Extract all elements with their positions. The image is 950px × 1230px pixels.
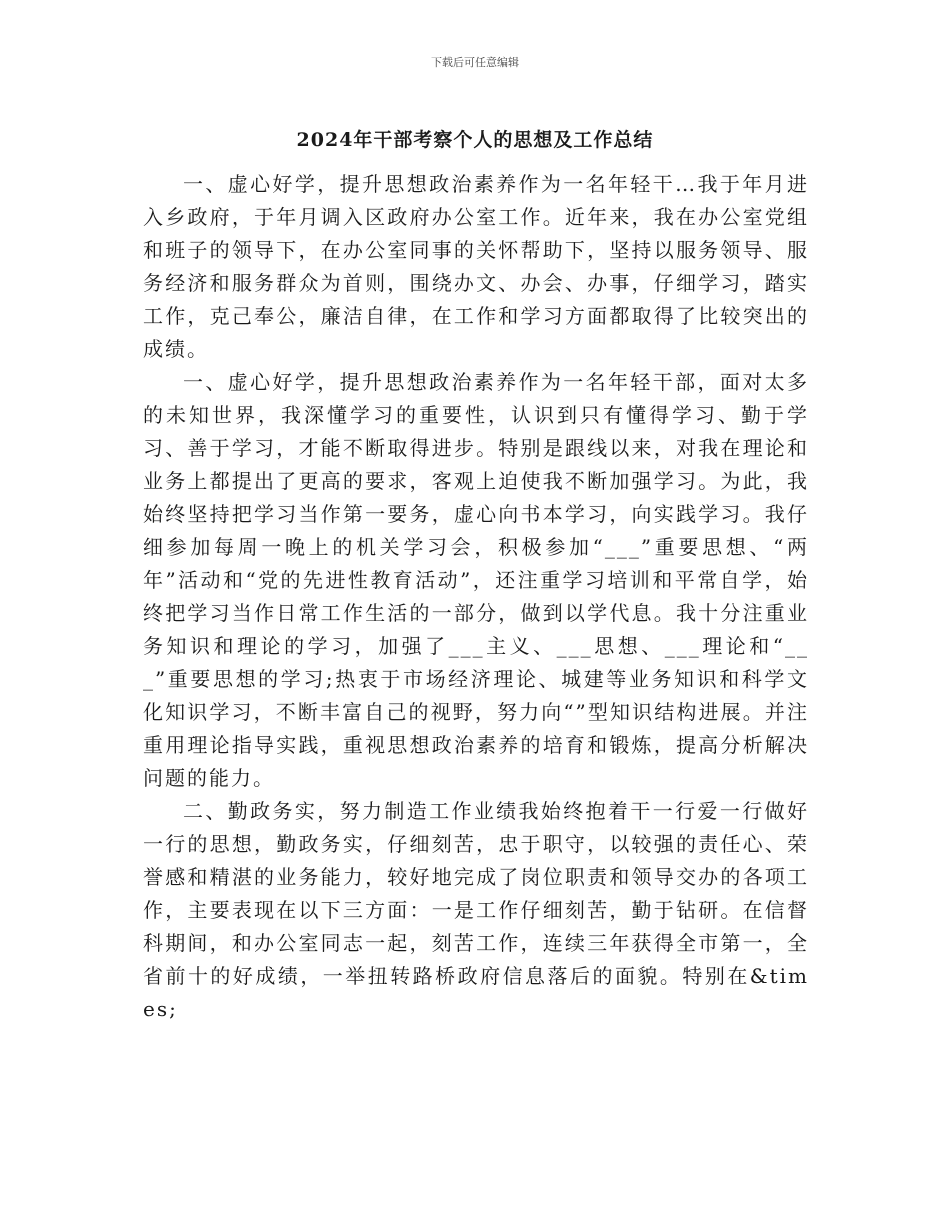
paragraph-work: 二、勤政务实，努力制造工作业绩我始终抱着干一行爱一行做好一行的思想，勤政务实，仔细刻苦，忠于职守，以较强的责任心、荣誉感和精湛的业务能力，较好地完成了岗位职责和领导交办的各项工作，主要表现在以下三方面：一是工作仔细刻苦，勤于钻研。在信督科期间，和办公室同志一起，刻苦工作，连续三年获得全市第一，全省前十的好成绩，一举扭转路桥政府信息落后的面貌。特别在&times; — [143, 799, 809, 1021]
page-header-note: 下载后可任意编辑 — [431, 56, 519, 69]
paragraph-intro: 一、虚心好学，提升思想政治素养作为一名年轻干…我于年月进入乡政府，于年月调入区政府办公室工作。近年来，我在办公室党组和班子的领导下，在办公室同事的关怀帮助下，坚持以服务领导、服务经济和服务群众为首则，围绕办文、办会、办事，仔细学习，踏实工作，克己奉公，廉洁自律，在工作和学习方面都取得了比较突出的成绩。 — [143, 172, 809, 361]
paragraph-study: 一、虚心好学，提升思想政治素养作为一名年轻干部，面对太多的未知世界，我深懂学习的重要性，认识到只有懂得学习、勤于学习、善于学习，才能不断取得进步。特别是跟线以来，对我在理论和业务上都提出了更高的要求，客观上迫使我不断加强学习。为此，我始终坚持把学习当作第一要务，虚心向书本学习，向实践学习。我仔细参加每周一晚上的机关学习会，积极参加“___”重要思想、“两年”活动和“党的先进性教育活动”，还注重学习培训和平常自学，始终把学习当作日常工作生活的一部分，做到以学代息。我十分注重业务知识和理论的学习，加强了___主义、___思想、___理论和“___”重要思想的学习;热衷于市场经济理论、城建等业务知识和科学文化知识学习，不断丰富自己的视野，努力向“”型知识结构进展。并注重用理论指导实践，重视思想政治素养的培育和锻炼，提高分析解决问题的能力。 — [143, 370, 809, 790]
document-body — [143, 168, 809, 1026]
document-title: 2024年干部考察个人的思想及工作总结 — [296, 129, 654, 151]
